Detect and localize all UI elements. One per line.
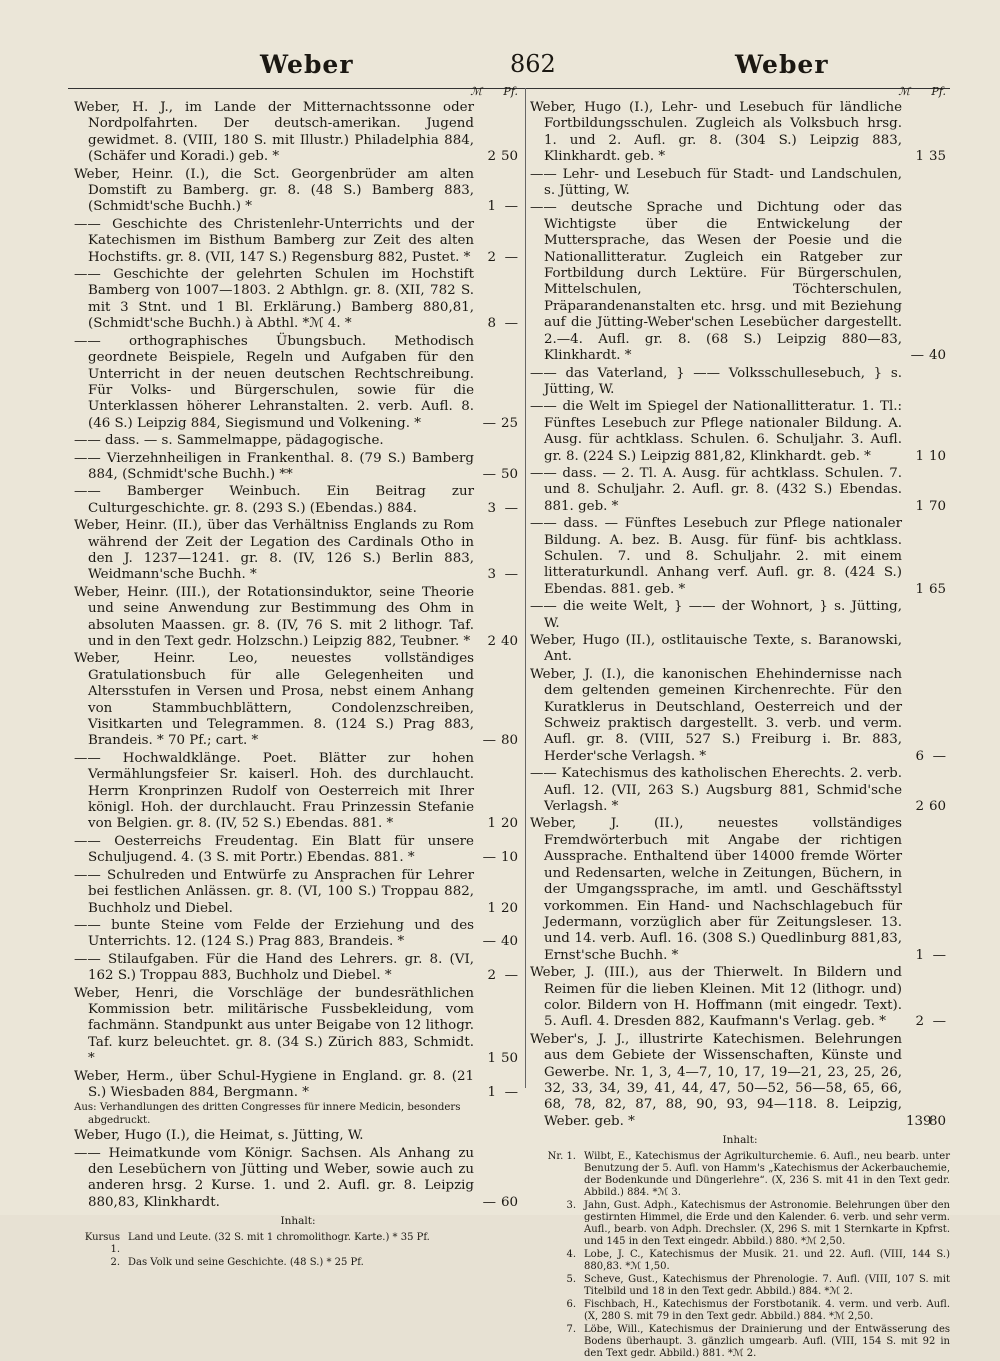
catalog-entry [74,334,522,432]
price-mark: — [482,934,496,950]
entry-price [478,416,522,432]
entry-text: —— bunte Steine vom Felde der Erziehung und des Unterrichts. 12. (124 S.) Prag 883, Brandeis. * [74,917,474,950]
entry-text: —— Lehr- und Lesebuch für Stadt- und Landschulen, s. Jütting, W. [530,166,902,199]
price-mark: — [482,733,496,749]
price-pf: 65 [928,581,946,597]
catalog-entry [74,868,522,917]
entry-price [906,348,950,364]
price-column-head [530,84,950,100]
entry-price [478,1051,522,1067]
price-mark: 2 [915,1014,924,1030]
entry-text: —— Bamberger Weinbuch. Ein Beitrag zur Culturgeschichte. gr. 8. (293 S.) (Ebendas.) 884. [74,484,474,516]
entry-price [478,934,522,950]
price-pf: 20 [500,900,518,916]
entry-price [478,567,522,583]
price-mark: 1 [915,149,924,165]
contents-heading: Inhalt: [280,1215,316,1228]
entry-text: Weber, Herm., über Schul-Hygiene in England. gr. 8. (21 S.) Wiesbaden 884, Bergmann. * [74,1068,474,1100]
price-pf: — [932,748,946,764]
running-head-right: Weber [735,50,829,79]
entry-price [478,816,522,832]
price-mark: 1 [915,581,924,597]
entry-price [478,850,522,866]
entry-price [478,199,522,215]
contents-item [536,1249,950,1273]
entry-price [906,149,950,165]
price-pf: — [504,1084,518,1100]
contents-number: Kursus 1. [84,1231,120,1255]
entry-text: —— dass. — Fünftes Lesebuch zur Pflege nationaler Bildung. A. bez. B. Ausg. für fünf- bis achtklass. Schulen. 7. und 8. Schuljahr. 2. mit einem litteraturkundl. Anhang verf. Aufl. gr. 8. (424 S.) Ebendas. 881. geb. * [530,516,902,597]
entry-price [478,467,522,483]
contents-item [536,1299,950,1323]
catalog-entry [530,100,950,166]
price-pf: — [504,249,518,265]
price-mark: 2 [487,634,496,649]
entry-price [478,634,522,650]
contents-text: Scheve, Gust., Katechismus der Phrenologie. 7. Aufl. (VIII, 107 S. mit Titelbild und 18 in den Text gedr. Abbild.) 884. *ℳ 2. [584,1273,950,1297]
column-divider [525,88,526,1088]
entry-price [906,649,950,665]
entry-text: —— Oesterreichs Freudentag. Ein Blatt für unsere Schuljugend. 4. (3 S. mit Portr.) Ebendas. 881. * [74,833,474,866]
entry-text: Weber, Hugo (II.), ostlitauische Texte, s. Baranowski, Ant. [530,633,902,665]
entry-text: Weber, Heinr. (II.), über das Verhältniss Englands zu Rom während der Zeit der Legation des Cardinals Otho in den J. 1237—1241. gr. 8. (IV, 126 S.) Berlin 883, Weidmann'sche Buchh. * [74,518,474,583]
catalog-entry [530,200,950,364]
price-mark: 6 [915,748,924,764]
price-mark: 1 [487,199,496,215]
contents-item [536,1324,950,1360]
contents-number: 6. [566,1298,576,1310]
price-pf: 60 [928,799,946,815]
price-pf: 10 [500,850,518,866]
price-mark: — [482,415,496,431]
catalog-entry [530,167,950,200]
entry-price [906,616,950,632]
price-pf: 40 [500,934,518,950]
entry-price [478,1195,522,1211]
catalog-entry [74,1128,522,1144]
catalog-entry [74,100,522,166]
catalog-entry [74,518,522,584]
price-pf: 70 [928,498,946,514]
entry-text: —— orthographisches Übungsbuch. Methodisch geordnete Beispiele, Regeln und Aufgaben für den Unterricht in der neuen deutschen Rechtschreibung. Für Volks- und Bürgerschulen, sowie für die Unterklassen höherer Lehranstalten. 2. verb. Aufl. 8. (46 S.) Leipzig 884, Siegismund und Volkening. * [74,333,474,431]
contents-item [536,1200,950,1248]
catalog-entry [530,466,950,515]
price-pf: 50 [500,466,518,482]
contents-number: 2. [110,1256,120,1268]
entry-text: Weber's, J. J., illustrirte Katechismen. Belehrungen aus dem Gebiete der Wissenschaften, Künste und Gewerbe. Nr. 1, 3, 4—7, 10, 17, 19—21, 23, 25, 26, 32, 33, 34, 39, 41, 44, 47, 50—52, 56—58, 65, 66, 68, 78, 82, 87, 88, 90, 93, 94—118. 8. Leipzig, Weber. geb. * [530,1031,902,1129]
price-mark: 1 [487,900,496,916]
catalog-entry [74,918,522,951]
entry-text: Weber, J. (II.), neuestes vollständiges Fremdwörterbuch mit Angabe der richtigen Aussprache. Enthaltend über 14000 fremde Wörter und Redensarten, welche in Zeitungen, Büchern, in der Umgangssprache, im amtl. und Geschäftsstyl vorkommen. Ein Hand- und Nachschlagebuch für Jedermann, vorzüglich aber für Zeitungsleser. 13. und 14. verb. Aufl. 16. (308 S.) Quedlinburg 881,83, Ernst'sche Buchh. * [530,816,902,963]
entry-text: Weber, Heinr. Leo, neuestes vollständiges Gratulationsbuch für alle Gelegenheiten und Altersstufen in Versen und Prosa, nebst einem Anhang von Stammbuchblättern, Condolenzschreiben, Visitkarten und Telegrammen. 8. (124 S.) Prag 883, Brandeis. * 70 Pf.; cart. * [74,651,474,749]
entry-price [478,250,522,266]
price-pf: — [504,316,518,332]
contents-number: Nr. 1. [547,1150,576,1162]
price-pf: 80 [928,1113,946,1129]
entry-text: —— die Welt im Spiegel der Nationallitteratur. 1. Tl.: Fünftes Lesebuch zur Pflege nationaler Bildung. A. Ausg. für achtklass. Schulen. 6. Schuljahr. 3. Aufl. gr. 8. (224 S.) Leipzig 881,82, Klinkhardt. geb. * [530,399,902,464]
entry-price [478,149,522,165]
entry-text: —— Heimatkunde vom Königr. Sachsen. Als Anhang zu den Lesebüchern von Jütting und Weber, sowie auch zu anderen hrsg. 2 Kurse. 1. und 2. Aufl. gr. 8. Leipzig 880,83, Klinkhardt. [74,1145,474,1210]
price-pf: — [932,947,946,963]
catalog-entry [74,651,522,749]
price-column-head [74,84,522,100]
contents-number: 5. [566,1273,576,1285]
entry-price [906,183,950,199]
contents-item [536,1274,950,1298]
price-pf: 35 [928,149,946,165]
price-mark: 1 [915,947,924,963]
price-mark: 1 [487,1051,496,1067]
entry-note [74,1102,522,1127]
entry-price [906,449,950,465]
catalog-entry [74,834,522,867]
contents-number: 3. [566,1199,576,1211]
entry-price [478,968,522,984]
contents-text: Löbe, Will., Katechismus der Drainierung und der Entwässerung des Bodens überhaupt. 3. gänzlich umgearb. Aufl. (VIII, 154 S. mit 92 in den Text gedr. Abbild.) 881. *ℳ 2. [584,1323,950,1359]
catalog-entry [530,633,950,666]
price-mark: 2 [487,968,496,984]
entry-text: Aus: Verhandlungen des dritten Congresses für innere Medicin, besonders abgedruckt. [74,1102,461,1126]
contents-item [536,1151,950,1199]
contents-text: Fischbach, H., Katechismus der Forstbotanik. 4. verm. und verb. Aufl. (X, 280 S. mit 79 in den Text gedr. Abbild.) 884. *ℳ 2,50. [584,1298,950,1322]
entry-price [478,733,522,749]
page-header [70,50,950,84]
entry-price [478,433,522,449]
price-mark: 3 [487,500,496,516]
entry-price [478,1085,522,1101]
entry-price [906,582,950,598]
entry-text: —— Katechismus des katholischen Eherechts. 2. verb. Aufl. 12. (VII, 263 S.) Augsburg 881, Schmid'sche Verlagsh. * [530,766,902,815]
catalog-entry [74,585,522,651]
catalog-entry [74,451,522,484]
entry-price [906,1014,950,1030]
catalog-entry [530,1032,950,1130]
price-mark: — [482,850,496,866]
catalog-entry [530,599,950,632]
contents-number: 7. [566,1323,576,1335]
entry-price [906,1114,950,1130]
price-pf: 40 [500,634,518,649]
contents-heading: Inhalt: [722,1134,758,1147]
price-mark: — [482,466,496,482]
entry-price [906,382,950,398]
entry-price [906,499,950,515]
price-pf: 80 [500,733,518,749]
entry-text: Weber, Hugo (I.), Lehr- und Lesebuch für ländliche Fortbildungsschulen. Zugleich als Volksbuch hrsg. 1. und 2. Aufl. gr. 8. (304 S.) Leipzig 883, Klinkhardt. geb. * [530,100,902,165]
price-mark: 139 [906,1113,932,1129]
entry-text: —— Stilaufgaben. Für die Hand des Lehrers. gr. 8. (VI, 162 S.) Troppau 883, Buchholz und Diebel. * [74,951,474,984]
entry-text: Weber, H. J., im Lande der Mitternachtssonne oder Nordpolfahrten. Der deutsch-amerikan. Jugend gewidmet. 8. (VIII, 180 S. mit Illustr.) Philadelphia 884, (Schäfer und Koradi.) geb. * [74,100,474,165]
mark-head: ℳ [470,85,482,98]
catalog-entry [74,433,522,449]
price-mark: 2 [915,799,924,815]
page-number: 862 [510,50,556,78]
pf-head: Pf. [503,85,518,98]
catalog-entry [74,167,522,216]
entry-price [906,948,950,964]
running-head-left: Weber [260,50,354,79]
price-pf: 10 [928,448,946,464]
price-pf: 60 [500,1194,518,1210]
contents-text: Land und Leute. (32 S. mit 1 chromolithogr. Karte.) * 35 Pf. [128,1231,430,1243]
entry-text: Weber, Heinr. (I.), die Sct. Georgenbrüder am alten Domstift zu Bamberg. gr. 8. (48 S.) Bamberg 883, (Schmidt'sche Buchh.) * [74,166,474,215]
catalog-entry [530,965,950,1031]
catalog-entry [74,484,522,517]
mark-head: ℳ [898,85,910,98]
price-mark: 1 [915,448,924,464]
catalog-entry [74,751,522,833]
catalog-entry [530,766,950,815]
price-mark: — [910,348,924,364]
right-column [530,84,950,1361]
price-pf: — [504,968,518,984]
catalog-entry [74,217,522,266]
contents-item [80,1257,522,1269]
price-pf: — [932,1014,946,1030]
price-mark: 1 [487,1084,496,1100]
entry-price [906,749,950,765]
entry-text: Weber, J. (III.), aus der Thierwelt. In Bildern und Reimen für die lieben Kleinen. Mit 12 (lithogr. und) color. Bildern von H. Hoffmann (mit eingedr. Text). 5. Aufl. 4. Dresden 882, Kaufmann's Verlag. geb. * [530,965,902,1030]
entry-text: —— die weite Welt, } —— der Wohnort, } s. Jütting, W. [530,599,902,631]
catalog-entry [74,1069,522,1102]
price-mark: 3 [487,567,496,583]
entry-text: —— das Vaterland, } —— Volksschullesebuch, } s. Jütting, W. [530,365,902,397]
price-pf: 25 [500,415,518,431]
catalog-entry [530,399,950,465]
entry-price [478,501,522,517]
catalog-entry [530,816,950,964]
entry-text: Weber, Heinr. (III.), der Rotationsinduktor, seine Theorie und seine Anwendung zur Bestimmung des Ohm in absoluten Maassen. gr. 8. (IV, 76 S. mit 2 lithogr. Taf. und in den Text gedr. Holzschn.) Leipzig 882, Teubner. * [74,584,474,649]
catalog-entry [74,952,522,985]
entry-text: —— Schulreden und Entwürfe zu Ansprachen für Lehrer bei festlichen Anlässen. gr. 8. (VI, 100 S.) Troppau 882, Buchholz und Diebel. [74,867,474,916]
entry-text: Weber, J. (I.), die kanonischen Ehehindernisse nach dem geltenden gemeinen Kirchenrechte. Für den Kuratklerus in Deutschland, Oesterreich und der Schweiz praktisch dargestellt. 3. verb. und verm. Aufl. gr. 8. (VIII, 527 S.) Freiburg i. Br. 883, Herder'sche Verlagsh. * [530,666,902,764]
contents-text: Wilbt, E., Katechismus der Agrikulturchemie. 6. Aufl., neu bearb. unter Benutzung der 5. Aufl. von Hamm's „Katechismus der Ackerbauchemie, der Bodenkunde und Düngerlehre“. (X, 236 S. mit 41 in den Text gedr. Abbild.) 884. *ℳ 3. [584,1150,950,1198]
price-pf: — [504,500,518,516]
entry-text: —— deutsche Sprache und Dichtung oder das Wichtigste über die Entwickelung der Muttersprache, das Wesen der Poesie und die Nationallitteratur. Zugleich ein Ratgeber zur Fortbildung durch Lektüre. Für Bürgerschulen, Mittelschulen, Töchterschulen, Präparandenanstalten etc. hrsg. und mit Beziehung auf die Jütting-Weber'schen Lesebücher dargestellt. 2.—4. Aufl. gr. 8. (68 S.) Leipzig 880—83, Klinkhardt. * [530,200,902,364]
catalog-entry [74,1146,522,1212]
contents-item [80,1232,522,1256]
contents-text: Das Volk und seine Geschichte. (48 S.) * 25 Pf. [128,1256,364,1268]
entry-text: —— dass. — 2. Tl. A. Ausg. für achtklass. Schulen. 7. und 8. Schuljahr. 2. Aufl. gr. 8. (432 S.) Ebendas. 881. geb. * [530,465,902,514]
entry-text: —— Geschichte der gelehrten Schulen im Hochstift Bamberg von 1007—1803. 2 Abthlgn. gr. 8. (XII, 782 S. mit 3 Stnt. und 1 Bl. Erklärung.) Bamberg 880,81, (Schmidt'sche Buchh.) à Abthl. *ℳ 4. * [74,267,474,332]
contents-text: Jahn, Gust. Adph., Katechismus der Astronomie. Belehrungen über den gestirnten Himmel, die Erde und den Kalender. 6. verb. und sehr verm. Aufl., bearb. von Adph. Drechsler. (X, 296 S. mit 1 Sternkarte in Kpfrst. und 145 in den Text eingedr. Abbild.) 880. *ℳ 2,50. [584,1199,950,1247]
entry-text: —— Geschichte des Christenlehr-Unterrichts und der Katechismen im Bisthum Bamberg zur Zeit des alten Hochstifts. gr. 8. (VII, 147 S.) Regensburg 882, Pustet. * [74,216,474,265]
catalog-entry [530,516,950,598]
entry-text: Weber, Henri, die Vorschläge der bundesräthlichen Kommission betr. militärische Fussbekleidung, vom fachmänn. Standpunkt aus unter Beigabe von 12 lithogr. Taf. kurz beleuchtet. gr. 8. (34 S.) Zürich 883, Schmidt. * [74,985,474,1067]
price-pf: 20 [500,816,518,832]
catalog-entry [74,267,522,333]
price-mark: — [482,1194,496,1210]
entry-text: Weber, Hugo (I.), die Heimat, s. Jütting, W. [74,1128,364,1144]
entry-price [478,1128,522,1144]
price-mark: 1 [487,816,496,832]
left-column [74,84,522,1270]
price-pf: — [504,567,518,583]
entry-text: —— Hochwaldklänge. Poet. Blätter zur hohen Vermählungsfeier Sr. kaiserl. Hoh. des durchlaucht. Herrn Kronprinzen Rudolf von Oesterreich mit Ihrer königl. Hoh. der durchlaucht. Frau Prinzessin Stefanie von Belgien. gr. 8. (IV, 52 S.) Ebendas. 881. * [74,750,474,832]
price-mark: 2 [487,249,496,265]
entry-text: —— Vierzehnheiligen in Frankenthal. 8. (79 S.) Bamberg 884, (Schmidt'sche Buchh.) ** [74,450,474,482]
contents-text: Lobe, J. C., Katechismus der Musik. 21. und 22. Aufl. (VIII, 144 S.) 880,83. *ℳ 1,50. [584,1248,950,1272]
price-mark: 8 [487,316,496,332]
price-mark: 1 [915,498,924,514]
pf-head: Pf. [931,85,946,98]
contents-number: 4. [566,1248,576,1260]
price-pf: 40 [928,348,946,364]
price-mark: 2 [487,149,496,165]
catalog-entry [530,667,950,765]
entry-text: —— dass. — s. Sammelmappe, pädagogische. [74,433,384,449]
entry-price [478,901,522,917]
entry-price [478,316,522,332]
price-pf: 50 [500,1051,518,1067]
catalog-entry [530,366,950,399]
catalog-entry [74,986,522,1068]
entry-price [906,799,950,815]
price-pf: 50 [500,149,518,165]
price-pf: — [504,199,518,215]
